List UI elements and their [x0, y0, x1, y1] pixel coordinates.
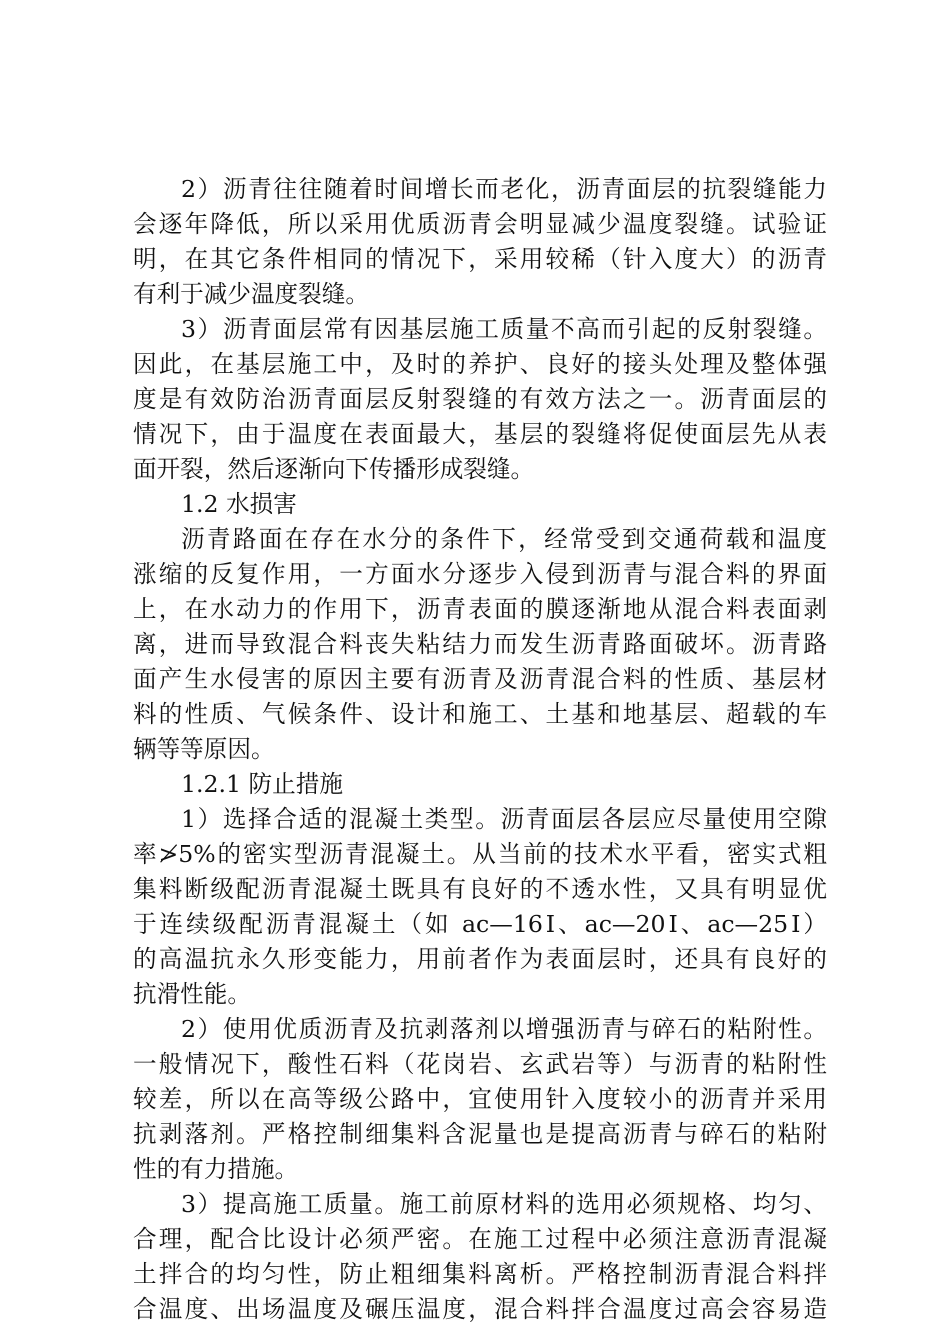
text-line: 的高温抗永久形变能力，用前者作为表面层时，还具有良好的	[133, 945, 827, 973]
text-line: 明，在其它条件相同的情况下，采用较稀（针入度大）的沥青	[133, 245, 827, 273]
text-line: 会逐年降低，所以采用优质沥青会明显减少温度裂缝。试验证	[133, 210, 827, 238]
text-line: 抗剥落剂。严格控制细集料含泥量也是提高沥青与碎石的粘附	[133, 1120, 827, 1148]
text-line: 2）沥青往往随着时间增长而老化，沥青面层的抗裂缝能力	[181, 175, 827, 203]
text-line: 合温度、出场温度及碾压温度，混合料拌合温度过高会容易造	[133, 1295, 827, 1323]
text-line: 沥青路面在存在水分的条件下，经常受到交通荷载和温度	[181, 525, 827, 553]
text-line: 抗滑性能。	[133, 980, 251, 1008]
text-line: 有利于减少温度裂缝。	[133, 280, 369, 308]
paragraph-construction-quality	[133, 1187, 827, 1327]
text-line: 性的有力措施。	[133, 1155, 299, 1183]
paragraph-anti-stripping	[133, 1012, 827, 1187]
text-line: 度是有效防治沥青面层反射裂缝的有效方法之一。沥青面层的	[133, 385, 827, 413]
text-line: 离，进而导致混合料丧失粘结力而发生沥青路面破坏。沥青路	[133, 630, 827, 658]
paragraph-water-damage	[133, 522, 827, 767]
paragraph-asphalt-aging	[133, 172, 827, 312]
text-line: 于连续级配沥青混凝土（如 ac—16Ⅰ、ac—20Ⅰ、ac—25Ⅰ）	[133, 910, 827, 938]
section-heading-water-damage	[133, 487, 827, 522]
text-line: 面产生水侵害的原因主要有沥青及沥青混合料的性质、基层材	[133, 665, 827, 693]
text-line: 3）沥青面层常有因基层施工质量不高而引起的反射裂缝。	[181, 315, 827, 343]
text-line: 情况下，由于温度在表面最大，基层的裂缝将促使面层先从表	[133, 420, 827, 448]
text-line: 合理，配合比设计必须严密。在施工过程中必须注意沥青混凝	[133, 1225, 827, 1253]
heading-text: 1.2 水损害	[181, 490, 297, 518]
text-line: 集料断级配沥青混凝土既具有良好的不透水性，又具有明显优	[133, 875, 827, 903]
text-line: 一般情况下，酸性石料（花岗岩、玄武岩等）与沥青的粘附性	[133, 1050, 827, 1078]
section-heading-prevention	[133, 767, 827, 802]
text-line: 3）提高施工质量。施工前原材料的选用必须规格、均匀、	[181, 1190, 827, 1218]
text-line: 2）使用优质沥青及抗剥落剂以增强沥青与碎石的粘附性。	[181, 1015, 827, 1043]
text-line: 面开裂，然后逐渐向下传播形成裂缝。	[133, 455, 535, 483]
paragraph-concrete-type	[133, 802, 827, 1012]
text-line: 料的性质、气候条件、设计和施工、土基和地基层、超载的车	[133, 700, 827, 728]
text-line: 涨缩的反复作用，一方面水分逐步入侵到沥青与混合料的界面	[133, 560, 827, 588]
paragraph-reflective-cracks	[133, 312, 827, 487]
document-page	[133, 172, 827, 1327]
text-line: 率≯5%的密实型沥青混凝土。从当前的技术水平看，密实式粗	[133, 840, 827, 868]
heading-text: 1.2.1 防止措施	[181, 770, 343, 798]
text-line: 上，在水动力的作用下，沥青表面的膜逐渐地从混合料表面剥	[133, 595, 827, 623]
text-line: 因此，在基层施工中，及时的养护、良好的接头处理及整体强	[133, 350, 827, 378]
text-line: 1）选择合适的混凝土类型。沥青面层各层应尽量使用空隙	[181, 805, 827, 833]
text-line: 较差，所以在高等级公路中，宜使用针入度较小的沥青并采用	[133, 1085, 827, 1113]
text-line: 辆等等原因。	[133, 735, 275, 763]
text-line: 土拌合的均匀性，防止粗细集料离析。严格控制沥青混合料拌	[133, 1260, 827, 1288]
